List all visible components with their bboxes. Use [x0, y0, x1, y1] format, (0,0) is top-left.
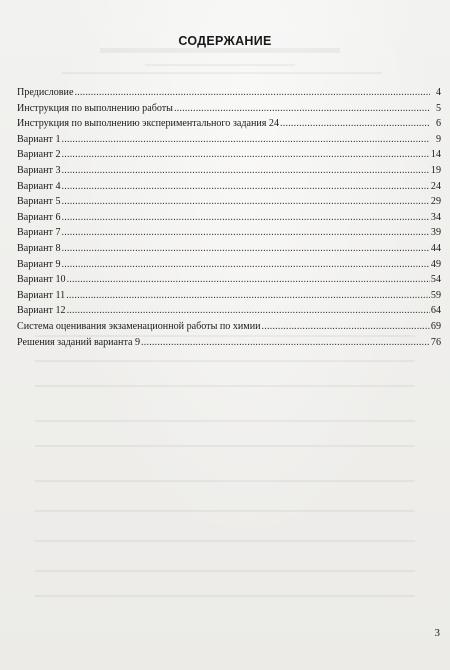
dot-leader: [67, 272, 430, 288]
toc-entry: [17, 319, 441, 335]
toc-entry: [17, 85, 441, 101]
bleed-through-line: [145, 64, 295, 66]
bleed-through-line: [35, 540, 415, 542]
toc-entry-label: Вариант 1: [17, 133, 61, 145]
dot-leader: [62, 163, 430, 179]
toc-entry-label: Вариант 7: [17, 227, 61, 239]
toc-entry-label: Вариант 6: [17, 211, 61, 223]
bleed-through-line: [35, 510, 415, 512]
toc-entry-label: Вариант 3: [17, 164, 61, 176]
bleed-through-line: [35, 385, 415, 387]
toc-entry-page: 76: [430, 336, 441, 348]
bleed-through-line: [35, 480, 415, 482]
toc-entry-page: 39: [430, 227, 441, 239]
toc-entry-page: 9: [435, 133, 441, 145]
toc-entry-label: Предисловие: [17, 87, 74, 98]
toc-entry: [17, 225, 441, 241]
toc-entry: [17, 116, 441, 132]
toc-entry: [17, 194, 441, 210]
toc-entry-page: 19: [430, 164, 441, 176]
toc-entry: [17, 272, 441, 288]
toc-entry: [17, 101, 441, 117]
toc-entry-page: 69: [430, 320, 441, 332]
toc-entry-label: Система оценивания экзаменационной работы по химии: [17, 320, 261, 332]
toc-entry-label: Вариант 5: [17, 196, 61, 208]
bleed-through-line: [62, 72, 382, 74]
dot-leader: [66, 288, 430, 304]
dot-leader: [62, 132, 430, 148]
toc-entry-page: 6: [435, 118, 441, 130]
page-title: СОДЕРЖАНИЕ: [178, 34, 272, 48]
page-number: 3: [434, 627, 440, 639]
dot-leader: [74, 85, 430, 101]
toc-entry-page: 24: [430, 180, 441, 192]
dot-leader: [62, 194, 430, 210]
toc-entry-page: 14: [430, 149, 441, 161]
toc-entry: [17, 335, 441, 351]
toc-entry-page: 5: [435, 102, 441, 114]
toc-entry-label: Вариант 8: [17, 242, 61, 254]
dot-leader: [62, 179, 430, 195]
dot-leader: [262, 319, 430, 335]
dot-leader: [62, 241, 430, 257]
toc-entry-page: 59: [430, 289, 441, 301]
dot-leader: [141, 335, 430, 351]
toc-entry-label: Вариант 10: [17, 274, 66, 286]
toc-entry-page: 29: [430, 196, 441, 208]
toc-entry-label: Вариант 2: [17, 149, 61, 161]
bleed-through-line: [35, 570, 415, 572]
dot-leader: [62, 210, 430, 226]
toc-entry-label: Решения заданий варианта 9: [17, 336, 141, 348]
dot-leader: [174, 101, 430, 117]
bleed-through-line: [35, 420, 415, 422]
dot-leader: [62, 147, 430, 163]
toc-entry-page: 64: [430, 305, 441, 317]
bleed-through-line: [35, 445, 415, 447]
toc-entry-label: Вариант 12: [17, 305, 66, 317]
toc-entry: [17, 179, 441, 195]
table-of-contents: [17, 85, 441, 350]
toc-entry-page: 34: [430, 211, 441, 223]
toc-entry-label: Вариант 11: [17, 289, 66, 301]
toc-entry-page: 54: [430, 274, 441, 286]
bleed-through-line: [100, 48, 340, 53]
toc-entry-label: Вариант 4: [17, 180, 61, 192]
dot-leader: [62, 225, 430, 241]
dot-leader: [62, 257, 430, 273]
dot-leader: [67, 303, 430, 319]
bleed-through-line: [35, 360, 415, 362]
toc-entry-label: Инструкция по выполнению работы: [17, 102, 173, 114]
toc-entry: [17, 257, 441, 273]
toc-entry-page: 49: [430, 258, 441, 270]
toc-entry-label: Инструкция по выполнению экспериментального задания 24: [17, 118, 280, 130]
bleed-through-line: [35, 595, 415, 597]
toc-entry: [17, 303, 441, 319]
toc-entry: [17, 147, 441, 163]
dot-leader: [280, 116, 430, 132]
toc-entry-page: 4: [435, 87, 441, 98]
toc-entry-label: Вариант 9: [17, 258, 61, 270]
toc-entry: [17, 132, 441, 148]
toc-entry: [17, 163, 441, 179]
toc-entry: [17, 210, 441, 226]
toc-entry: [17, 241, 441, 257]
toc-entry-page: 44: [430, 242, 441, 254]
toc-entry: [17, 288, 441, 304]
